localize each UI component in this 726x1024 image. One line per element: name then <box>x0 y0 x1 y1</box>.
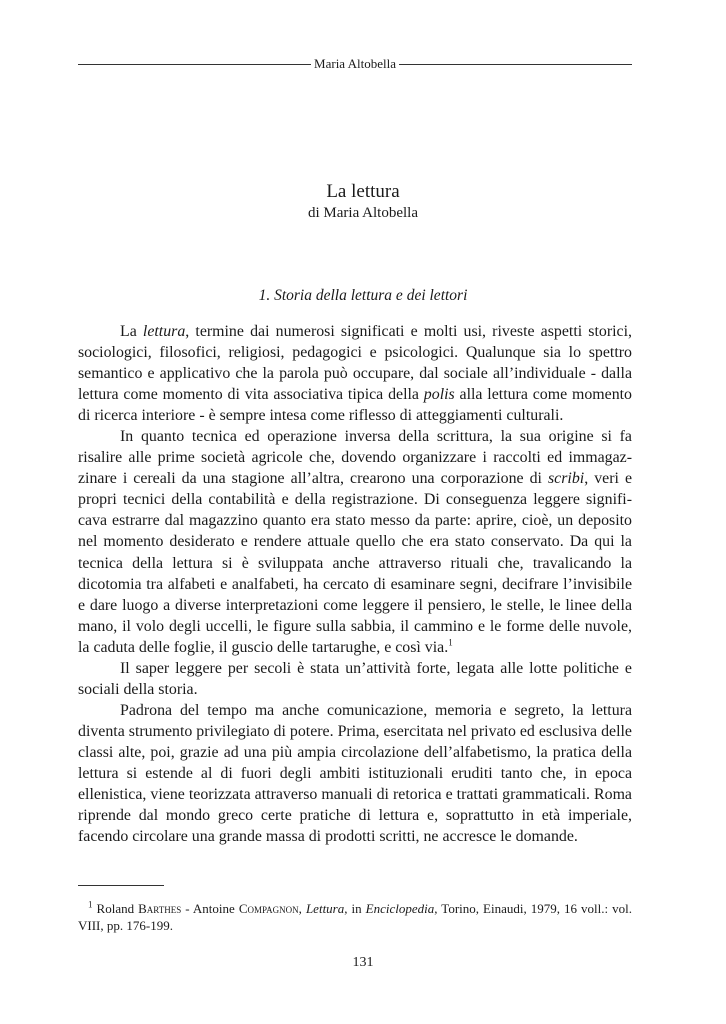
section-heading: 1. Storia della lettura e dei lettori <box>258 287 468 304</box>
footnote: $^1$ Roland Barthes - Antoine Compagnon, Lettura, in Enciclopedia, Torino, Einaudi, 1979, 16 voll.: vol. VIII, pp. 176-199. <box>78 899 632 933</box>
paragraph-4: Padrona del tempo ma anche comunicazione, memoria e segreto, la lettura diventa strumento privilegiato di potere. Prima, esercitata nel privato ed esclusiva delle classi alte, poi, grazie ad una più ampia circolazione dell’alfabetismo, la pratica della lettura si estende al di fuori degli ambiti istituzionali eruditi tanto che, in epoca ellenistica, viene teorizzata attraverso manuali di retorica e trattati grammaticali. Roma riprende dal mondo greco certe pratiche di lettura e, soprattutto in età imperiale, facendo circolare una grande massa di prodotti scritti, ne accresce le domande. <box>78 701 632 846</box>
collection-title: Enciclopedia <box>365 901 435 916</box>
paragraph-1: La lettura, termine dai numerosi significati e molti usi, riveste aspetti storici, sociologici, filosofici, religiosi, pedagogici e psicologici. Qualunque sia lo spettro semantico e applicativo che la parola può occupare, dal sociale all’individuale - dalla lettura come momento di vita associativa tipica della polis alla lettura come momento di ricerca interiore - è sempre intesa come riflesso di atteggiamenti culturali. <box>78 323 633 425</box>
term-polis: polis <box>423 386 455 404</box>
running-header <box>78 52 632 76</box>
body-text <box>78 321 632 847</box>
term-lettura: lettura <box>142 323 186 340</box>
footnote-reference[interactable]: 1 <box>448 637 453 648</box>
running-head: Maria Altobella <box>314 56 396 71</box>
article-byline: di Maria Altobella <box>308 205 418 221</box>
article-title: La lettura <box>326 181 400 202</box>
header-rule-right <box>399 64 632 65</box>
term-scribi: scribi <box>548 470 585 488</box>
paragraph-2: In quanto tecnica ed operazione inversa della scrittura, la sua origine si fa risalire alle prime società agricole che, dovendo organizzare i raccolti ed immagazzinare i cereali da una stagione all’altra, crearono una corporazione di scribi, veri e propri tecnici della contabilità e della registrazione. Di conseguenza leggere significava estrarre dal magazzino quanto era stato messo da parte: aprire, cioè, un deposito nel momento desiderato e rendere attuale quello che era stato conservato. Da qui la tecnica della lettura si è sviluppata anche attraverso rituali che, travalicando la dicotomia tra alfabeti e analfabeti, ha cercato di esaminare segni, decifrare l’invisibile e dare luogo a diverse interpretazioni come leggere il pensiero, le stelle, le linee della mano, il volo degli uccelli, le figure sulla sabbia, il cammino e le forme delle nuvole, la caduta delle foglie, il guscio delle tartarughe, e così via.$^1$ <box>78 428 632 656</box>
author-barthes: Barthes <box>138 901 182 916</box>
footnote-divider <box>78 885 164 886</box>
header-rule-left <box>78 64 311 65</box>
work-title: Lettura <box>305 901 345 916</box>
paragraph-3: Il saper leggere per secoli è stata un’attività forte, legata alle lotte politiche e sociali della storia. <box>78 659 632 698</box>
author-compagnon: Compagnon <box>238 901 299 916</box>
footnote-number: 1 <box>88 899 93 910</box>
page-number: 131 <box>352 955 374 970</box>
